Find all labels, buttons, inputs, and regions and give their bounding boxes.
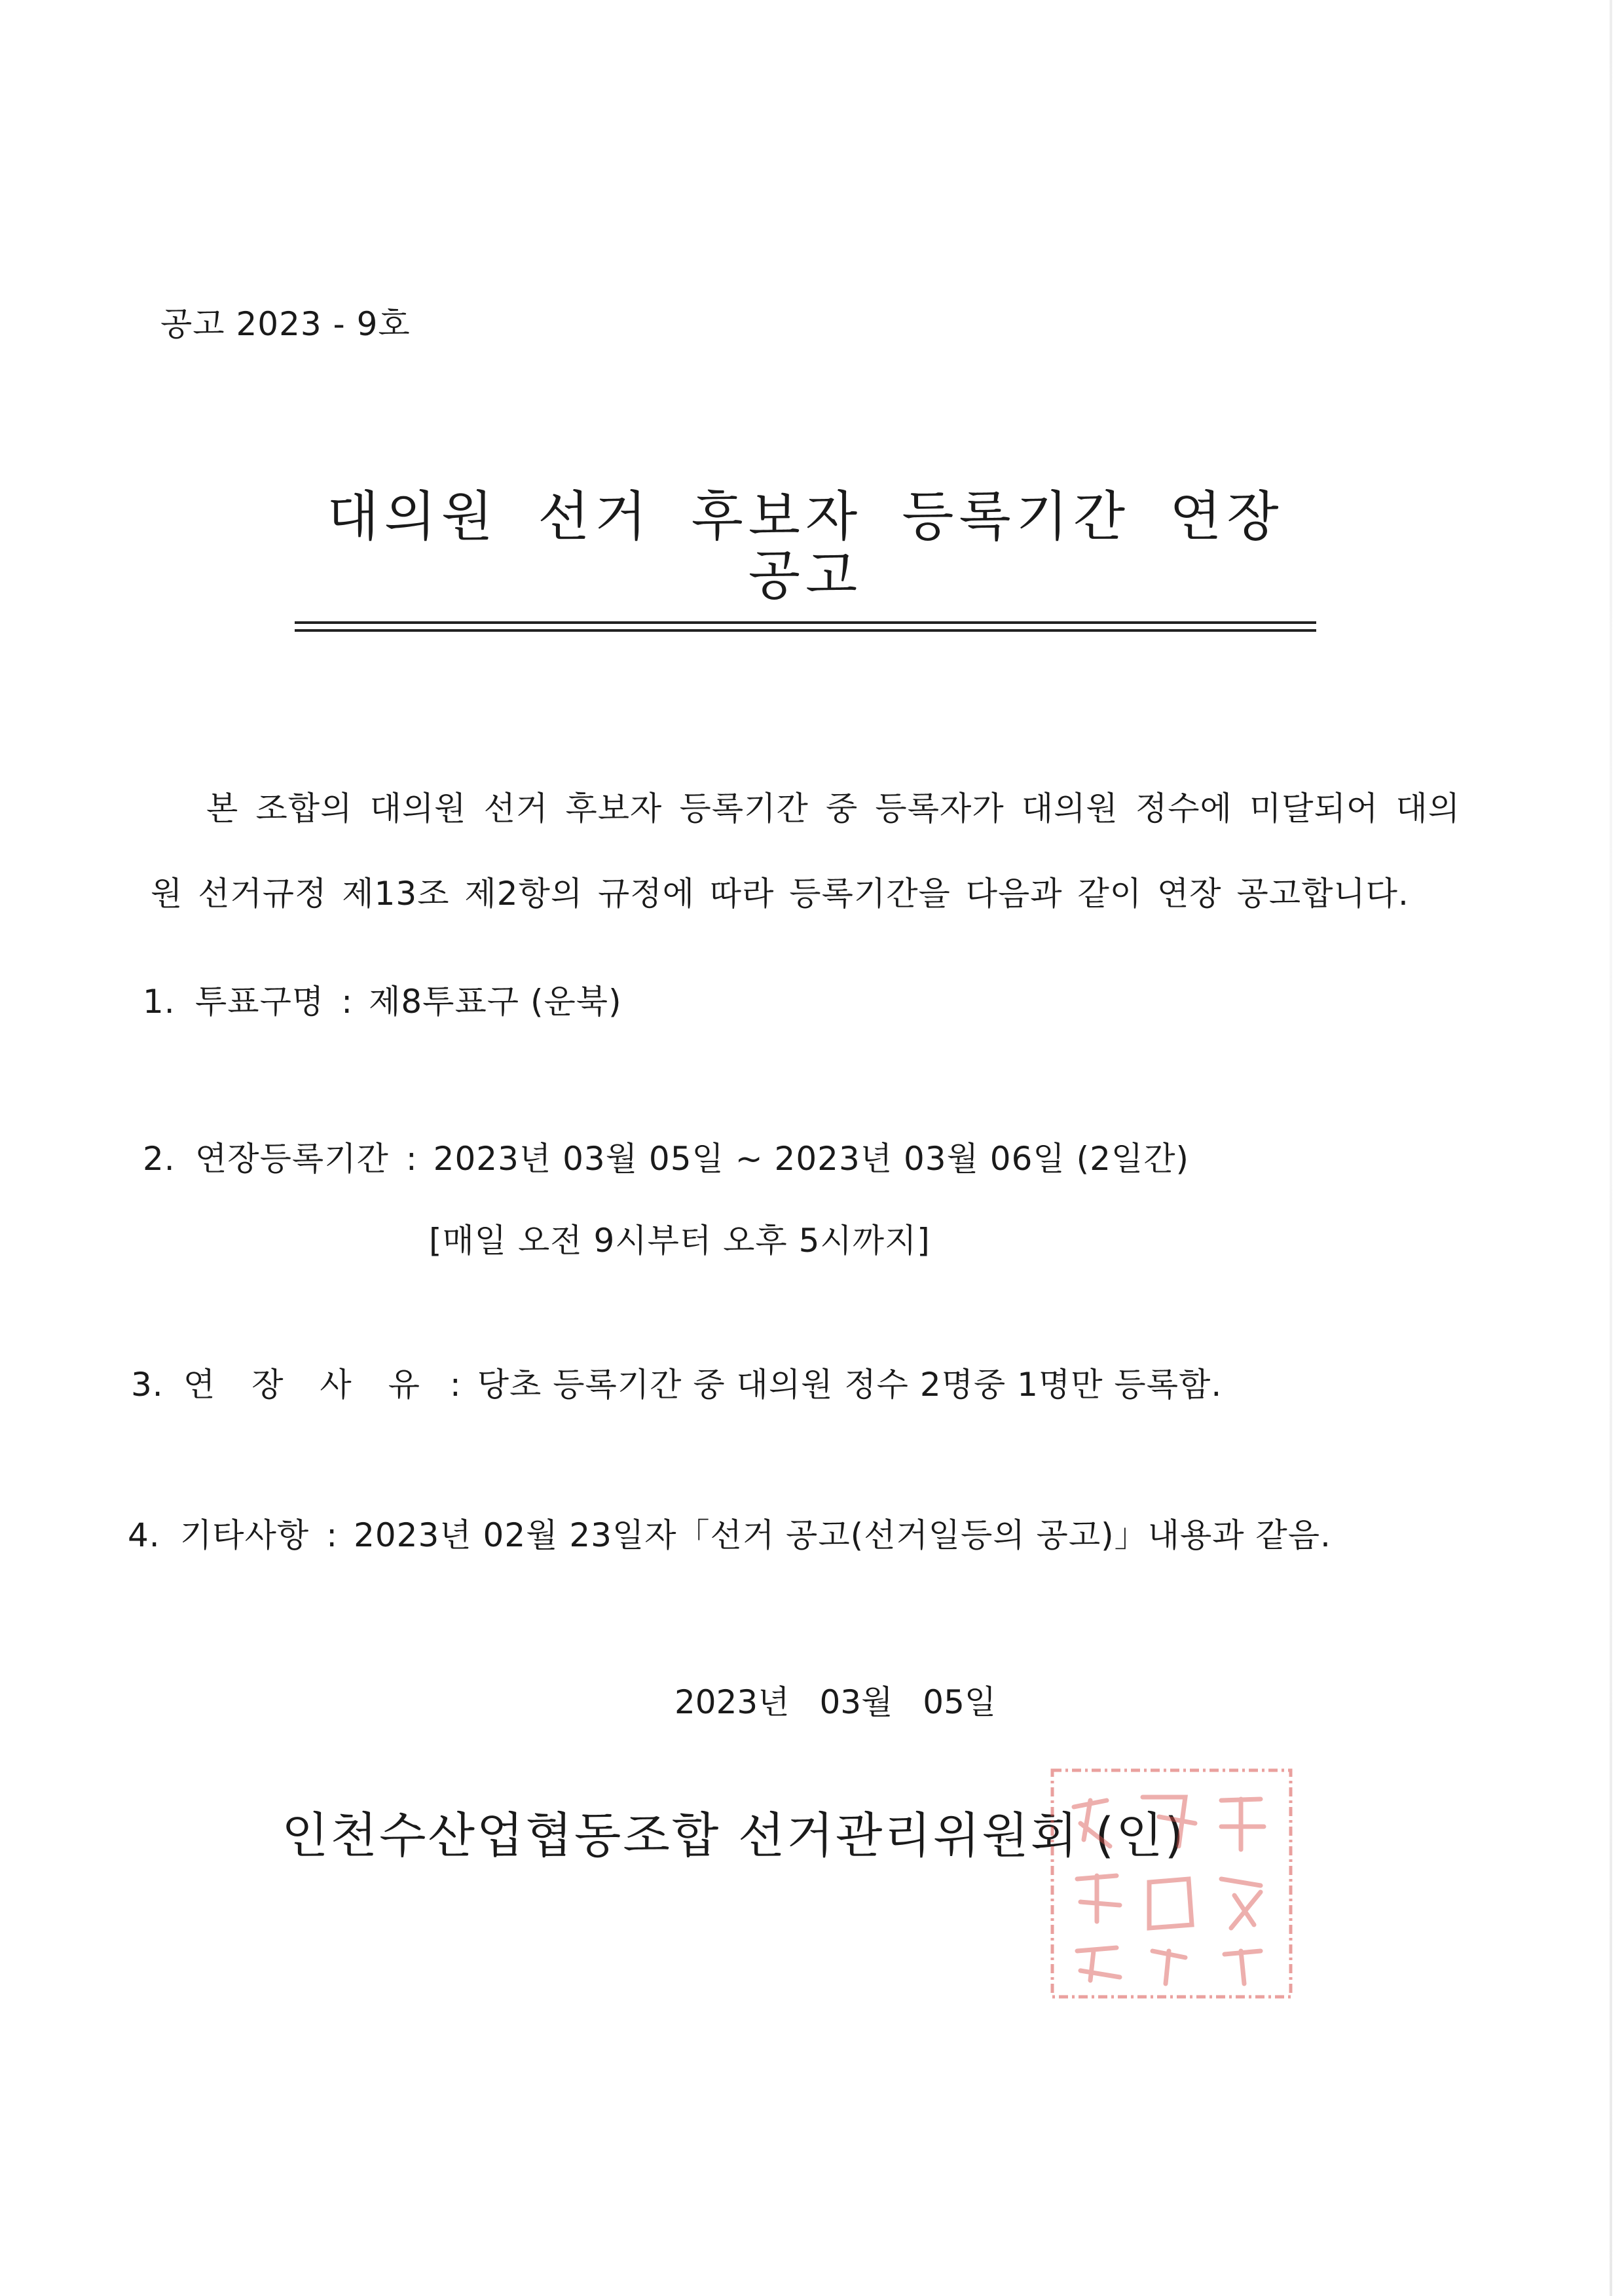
document-title: 대의원 선거 후보자 등록기간 연장 공고 (327, 486, 1284, 608)
list-item-other-notes (128, 1509, 1331, 1556)
list-item-extension-reason (131, 1358, 1222, 1406)
official-seal-stamp (1044, 1761, 1300, 2007)
item-value: 당초 등록기간 중 대의원 정수 2명중 1명만 등록함. (477, 1366, 1223, 1404)
issuer-name: 인천수산업협동조합 선거관리위원회 (282, 1808, 1080, 1864)
intro-paragraph: 본 조합의 대의원 선거 후보자 등록기간 중 등록자가 대의원 정수에 미달되어 대의원 선거규정 제13조 제2항의 규정에 따라 등록기간을 다음과 같이 연장 공고합니다. (151, 790, 1460, 913)
list-item-extended-period (143, 1133, 1189, 1180)
item-label: 투표구명 (195, 983, 325, 1021)
seal-mark: (인) (1095, 1808, 1186, 1864)
item-colon: : (449, 1366, 462, 1404)
item-label: 연장등록기간 (195, 1140, 389, 1178)
item-colon: : (341, 983, 354, 1021)
extended-period-hours: [매일 오전 9시부터 오후 5시까지] (429, 1222, 931, 1260)
issue-date: 2023년 03월 05일 (674, 1683, 997, 1721)
item-number: 3. (131, 1366, 164, 1404)
item-value: 제8투표구 (운북) (369, 983, 622, 1021)
scan-edge (1610, 0, 1612, 2296)
item-label: 연 장 사 유 (183, 1366, 433, 1404)
item-number: 2. (143, 1140, 175, 1178)
title-double-underline (295, 621, 1316, 632)
item-value: 2023년 03월 05일 ~ 2023년 03월 06일 (2일간) (433, 1140, 1190, 1178)
item-number: 4. (128, 1516, 160, 1554)
item-label: 기타사항 (180, 1516, 310, 1554)
item-number: 1. (143, 983, 175, 1021)
list-item-polling-district (143, 975, 622, 1023)
item-value: 2023년 02월 23일자「선거 공고(선거일등의 공고)」내용과 같음. (354, 1516, 1331, 1554)
title-block (295, 488, 1316, 632)
document-number: 공고 2023 - 9호 (160, 305, 411, 343)
item-colon: : (405, 1140, 418, 1178)
item-colon: : (326, 1516, 339, 1554)
